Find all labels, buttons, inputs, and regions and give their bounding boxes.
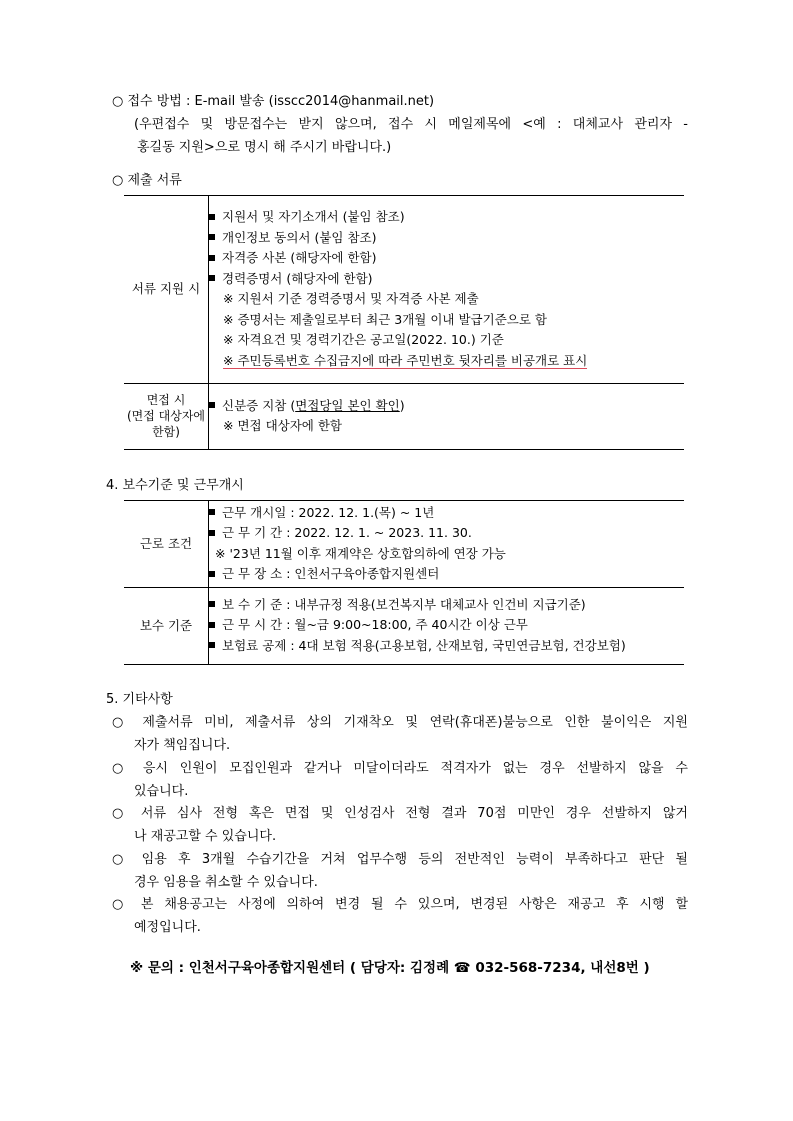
apply-label: 서류 지원 시 (124, 196, 209, 383)
underlined-text: 면접당일 본인 확인 (295, 397, 400, 413)
list-item: 근무 개시일 : 2022. 12. 1.(목) ~ 1년 (209, 503, 684, 524)
documents-heading: ○ 제출 서류 (112, 173, 182, 188)
section4-heading: 4. 보수기준 및 근무개시 (106, 478, 244, 493)
pay-label: 보수 기준 (124, 587, 209, 664)
bullet-square-icon (209, 402, 215, 408)
list-item-line: 예정입니다. (134, 920, 201, 935)
note-item: ※ 지원서 기준 경력증명서 및 자격증 사본 제출 (223, 291, 479, 307)
apply-cell (209, 196, 685, 383)
submission-method: ○ 접수 방법 : E-mail 발송 (isscc2014@hanmail.net) (112, 94, 435, 109)
list-item-line: 자가 책임집니다. (134, 738, 231, 753)
red-underlined-note: ※ 주민등록번호 수집금지에 따라 주민번호 뒷자리를 비공개로 표시 (223, 352, 588, 368)
list-item-line: ○ 본 채용공고는 사정에 의하여 변경 될 수 있으며, 변경된 사항은 재공고 후 시행 할 (112, 897, 688, 912)
list-item-line: 나 재공고할 수 있습니다. (134, 829, 277, 844)
pay-cell (209, 587, 685, 664)
list-item: 근 무 장 소 : 인천서구육아종합지원센터 (209, 564, 684, 585)
list-item: 보 수 기 준 : 내부규정 적용(보건복지부 대체교사 인건비 지급기준) (209, 595, 684, 616)
bullet-square-icon (209, 642, 215, 648)
bullet-square-icon (209, 234, 215, 240)
bullet-square-icon (209, 601, 215, 607)
list-item-line: 있습니다. (134, 784, 189, 799)
list-item: 경력증명서 (해당자에 한함) (209, 269, 684, 290)
note-item-highlighted (209, 351, 684, 372)
docs-row-apply (124, 196, 684, 383)
list-item: 지원서 및 자기소개서 (붙임 참조) (209, 207, 684, 228)
list-item-line: 경우 임용을 취소할 수 있습니다. (134, 875, 318, 890)
pay-table (124, 501, 684, 665)
note-item: ※ 증명서는 제출일로부터 최근 3개월 이내 발급기준으로 함 (223, 311, 547, 327)
bullet-square-icon (209, 509, 215, 515)
note-item: ※ '23년 11월 이후 재계약은 상호합의하에 연장 가능 (215, 545, 506, 561)
bullet-square-icon (209, 571, 215, 577)
work-cell (209, 501, 685, 587)
bullet-square-icon (209, 622, 215, 628)
note-item: ※ 면접 대상자에 한함 (223, 418, 342, 433)
list-item-line: ○ 응시 인원이 모집인원과 같거나 미달이더라도 적격자가 없는 경우 선발하지 않을 수 (112, 761, 688, 776)
interview-label: 면접 시 (면접 대상자에 한함) (124, 383, 209, 449)
list-item: 근 무 기 간 : 2022. 12. 1. ~ 2023. 11. 30. (209, 523, 684, 544)
submission-note-line-1: (우편접수 및 방문접수는 받지 않으며, 접수 시 메일제목에 <예 : 대체교사 관리자 - (134, 117, 688, 132)
list-item-line: ○ 임용 후 3개월 수습기간을 거쳐 업무수행 등의 전반적인 능력이 부족하다고 판단 될 (112, 852, 688, 867)
work-label: 근로 조건 (124, 501, 209, 587)
bullet-square-icon (209, 255, 215, 261)
list-item: 근 무 시 간 : 월~금 9:00~18:00, 주 40시간 이상 근무 (209, 615, 684, 636)
list-item: 보험료 공제 : 4대 보험 적용(고용보험, 산재보험, 국민연금보험, 건강보험) (209, 636, 684, 657)
bullet-square-icon (209, 214, 215, 220)
list-item-line: ○ 서류 심사 전형 혹은 면접 및 인성검사 전형 결과 70점 미만인 경우 선발하지 않거 (112, 806, 688, 821)
pay-row-salary (124, 587, 684, 664)
list-item: 자격증 사본 (해당자에 한함) (209, 248, 684, 269)
bullet-square-icon (209, 530, 215, 536)
submission-note-line-2: 홍길동 지원>으로 명시 해 주시기 바랍니다.) (137, 140, 392, 155)
list-item-line: ○ 제출서류 미비, 제출서류 상의 기재착오 및 연락(휴대폰)불능으로 인한 불이익은 지원 (112, 715, 688, 730)
list-item: 신분증 지참 (면접당일 본인 확인) (209, 396, 684, 417)
documents-table (124, 196, 684, 450)
interview-cell (209, 383, 685, 449)
bullet-square-icon (209, 275, 215, 281)
contact-info: ※ 문의 : 인천서구육아종합지원센터 ( 담당자: 김정례 ☎ 032-568-7234, 내선8번 ) (130, 960, 650, 976)
list-item: 개인정보 동의서 (붙임 참조) (209, 228, 684, 249)
pay-row-work (124, 501, 684, 587)
note-item: ※ 자격요건 및 경력기간은 공고일(2022. 10.) 기준 (223, 332, 504, 348)
docs-row-interview (124, 383, 684, 449)
section5-heading: 5. 기타사항 (106, 692, 173, 707)
